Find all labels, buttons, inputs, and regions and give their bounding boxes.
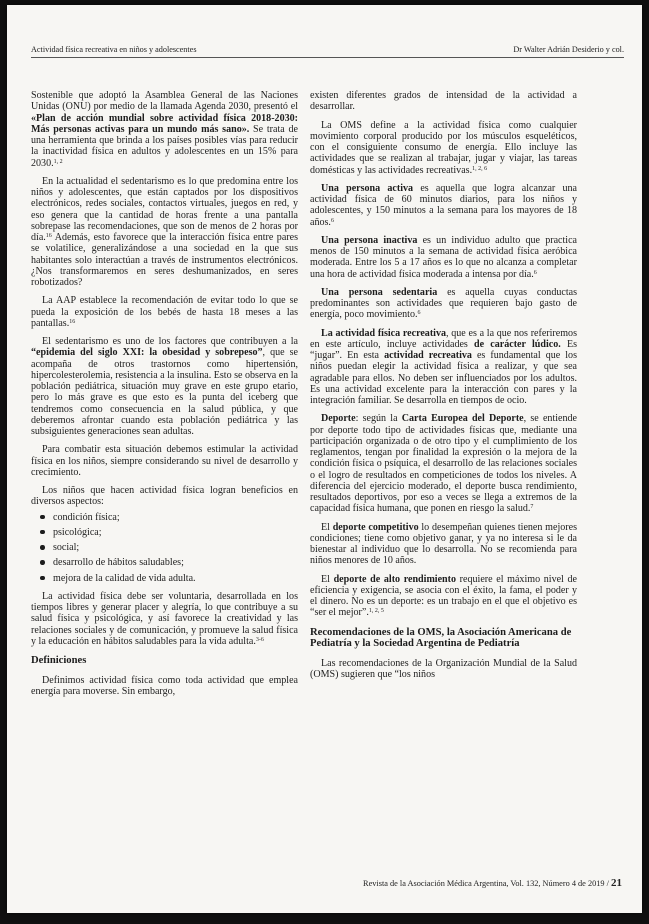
- paragraph: Para combatir esta situación debemos estimular la actividad física en los niños, siempre considerando su nivel de desarrollo y crecimiento.: [31, 444, 298, 478]
- page-footer: [363, 877, 622, 889]
- bullet-icon: [40, 576, 45, 581]
- paragraph: Definimos actividad física como toda actividad que emplea energía para moverse. Sin embargo,: [31, 674, 298, 697]
- paragraph: Deporte: según la Carta Europea del Deporte, se entiende por deporte todo tipo de actividades físicas que, mediante una participación organizada o de otro tipo y el cumplimiento de los reglamentos, tengan por finalidad la expresión o la mejora de la condición física o psíquica, el desarrollo de las relaciones sociales o el logro de resultados en competiciones de todos los niveles. A diferencia del ejercicio moderado, el deporte busca rendimiento, resultados deportivos, por eso a veces se llega a extremos de la capacidad física humana, que ponen en riesgo la salud.$^7$: [310, 413, 577, 515]
- citation: 16: [69, 318, 76, 325]
- right-column: [310, 90, 577, 687]
- paragraph: El deporte de alto rendimiento requiere el máximo nivel de eficiencia y exigencia, se asocia con el éxito, la fama, el poder y el dinero. No es un deporte: es un trabajo en el que el objetivo es “ser el mejor”.$^{1, 2, 5}$: [310, 573, 577, 619]
- paragraph: El deporte competitivo lo desempeñan quienes tienen mejores condiciones; tiene como objetivo ganar, y ya no interesa si le da bienestar al individuo que lo desarrolla. No se recomienda para niños menores de 10 años.: [310, 521, 577, 567]
- paragraph: existen diferentes grados de intensidad de la actividad a desarrollar.: [310, 90, 577, 113]
- term-european-sport-charter: Carta Europea del Deporte: [401, 413, 524, 425]
- journal-citation: Revista de la Asociación Médica Argentina, Vol. 132, Número 4 de 2019 /: [363, 879, 609, 888]
- term-recreational: actividad recreativa: [384, 350, 472, 361]
- citation: 6: [417, 310, 421, 317]
- paragraph: Sostenible que adoptó la Asamblea General de las Naciones Unidas (ONU) por medio de la llamada Agenda 2030, presentó el «Plan de acción mundial sobre actividad física 2018-2030: Más personas activas para un mundo más sano». Se trata de una herramienta que brinda a los países posibles vías para reducir la inactividad física en adultos y adolescentes en un 15% para 2030.$^{1, 2}$: [31, 90, 298, 169]
- list-item: psicológica;: [31, 527, 298, 538]
- paragraph: Una persona activa es aquella que logra alcanzar una actividad física de 60 minutos diarios, para los niños y adolescentes, y 150 minutos a la semana para los mayores de 18 años.$^6$: [310, 182, 578, 228]
- citation: 7: [530, 504, 534, 511]
- journal-page: [7, 5, 642, 913]
- term-competitive-sport: deporte competitivo: [332, 521, 419, 533]
- paragraph: Una persona inactiva es un individuo adulto que practica menos de 150 minutos a la semana de actividad física aeróbica moderada. Entre los 5 a 17 años es lo que no alcanza a completar una hora de actividad física moderada a intensa por día.$^6$: [310, 234, 577, 280]
- benefits-list: [31, 512, 298, 584]
- section-heading-definitions: Definiciones: [31, 655, 87, 666]
- citation: 16: [45, 233, 52, 239]
- term-sport: Deporte: [321, 413, 356, 425]
- bold-plan-title: «Plan de acción mundial sobre actividad física 2018-2030: Más personas activas para un mundo más sano».: [31, 112, 298, 135]
- citation: 1, 2: [53, 158, 63, 165]
- paragraph: El sedentarismo es uno de los factores que contribuyen a la “epidemia del siglo XXI: la obesidad y sobrepeso”, que se acompaña de otros trastornos como hipertensión, hipercolesterolemia, resistencia a la insulina. Esto se observa en la población pediátrica, situación muy grave en este grupo etario, pero lo más grave es que esto es la punta del iceberg que tendremos como consecuencia en la salud pública, y que deberemos afrontar cuando esta población pediátrica y las subsiguientes generaciones sean adultas.: [31, 336, 298, 437]
- bold-epidemic-phrase: “epidemia del siglo XXI: la obesidad y sobrepeso”: [31, 347, 263, 359]
- list-item: social;: [31, 542, 298, 553]
- term-ludic: de carácter lúdico.: [474, 338, 561, 350]
- term-inactive-person: Una persona inactiva: [321, 234, 418, 246]
- citation: 6: [330, 217, 334, 224]
- bullet-icon: [40, 530, 45, 535]
- paragraph: Los niños que hacen actividad física logran beneficios en diversos aspectos:: [31, 485, 298, 508]
- page-number: 21: [611, 877, 622, 889]
- paragraph: Las recomendaciones de la Organización Mundial de la Salud (OMS) sugieren que “los niños: [310, 657, 577, 680]
- list-item: mejora de la calidad de vida adulta.: [31, 573, 298, 584]
- paragraph: La OMS define a la actividad física como cualquier movimiento corporal producido por los músculos esqueléticos, con el consiguiente consumo de energía. Ello incluye las actividades que se realizan al trabajar, jugar y viajar, las tareas domésticas y las actividades recreativas.$^{1, 2, 6}$: [310, 119, 577, 176]
- citation: 6: [533, 269, 537, 276]
- term-high-performance-sport: deporte de alto rendimiento: [333, 573, 457, 585]
- paragraph: Una persona sedentaria es aquella cuyas conductas predominantes son actividades que requieren bajo gasto de energía, poco movimiento.$^6$: [310, 286, 577, 321]
- paragraph: La actividad física recreativa, que es a la que nos referiremos en este artículo, incluye actividades de carácter lúdico. Es “jugar”. En esta actividad recreativa es fundamental que los niños puedan elegir la actividad física a realizar, y que sea agradable para ellos. No deben ser influenciados por los adultos. Es una actividad excelente para la interacción con pares y la integración familiar. Se desarrolla en tiempos de ocio.: [310, 327, 577, 406]
- paragraph: La AAP establece la recomendación de evitar todo lo que se pueda la exposición de los bebés de hasta 18 meses a las pantallas.$^{16}$: [31, 295, 298, 329]
- citation: 1, 2, 6: [472, 165, 488, 172]
- term-recreational-activity: La actividad física recreativa: [321, 327, 447, 339]
- citation: 1, 2, 5: [368, 608, 384, 615]
- list-item: condición física;: [31, 512, 298, 523]
- term-sedentary-person: Una persona sedentaria: [321, 286, 438, 298]
- header-article-title: Actividad física recreativa en niños y adolescentes: [31, 45, 197, 54]
- list-item: desarrollo de hábitos saludables;: [31, 557, 298, 568]
- header-authors: Dr Walter Adrián Desiderio y col.: [513, 45, 624, 54]
- citation: 3-6: [255, 636, 264, 643]
- section-heading-recommendations: Recomendaciones de la OMS, la Asociación Americana de Pediatría y la Sociedad Argentina de Pediatría: [310, 626, 572, 649]
- left-column: [31, 90, 298, 704]
- running-header: [31, 43, 624, 58]
- bullet-icon: [40, 560, 45, 565]
- paragraph: En la actualidad el sedentarismo es lo que predomina entre los niños y adolescentes, que están captados por los dispositivos electrónicos, redes sociales, contactos virtuales, juegos en red, y eso genera que la cantidad de horas frente a una pantalla sobrepase las recomendaciones, que son de menos de 2 horas por día.$^{16}$ Además, esto favorece que la interacción física entre pares se volatilice, generalizándose a una sociedad en la que sus habitantes solo interactúan a través de instrumentos electrónicos. ¿Nos transformaremos en seres deshumanizados, en seres robotizados?: [31, 175, 298, 288]
- term-active-person: Una persona activa: [321, 182, 414, 194]
- bullet-icon: [40, 515, 45, 520]
- bullet-icon: [40, 545, 45, 550]
- paragraph: La actividad física debe ser voluntaria, desarrollada en los tiempos libres y generar placer y alegría, lo que contribuye a su salud física y psicológica, y así favorece la creatividad y las relaciones sociales y de comunicación, y promueve la salud física y la educación en hábitos saludables para la vida adulta.$^{3-6}$: [31, 590, 298, 647]
